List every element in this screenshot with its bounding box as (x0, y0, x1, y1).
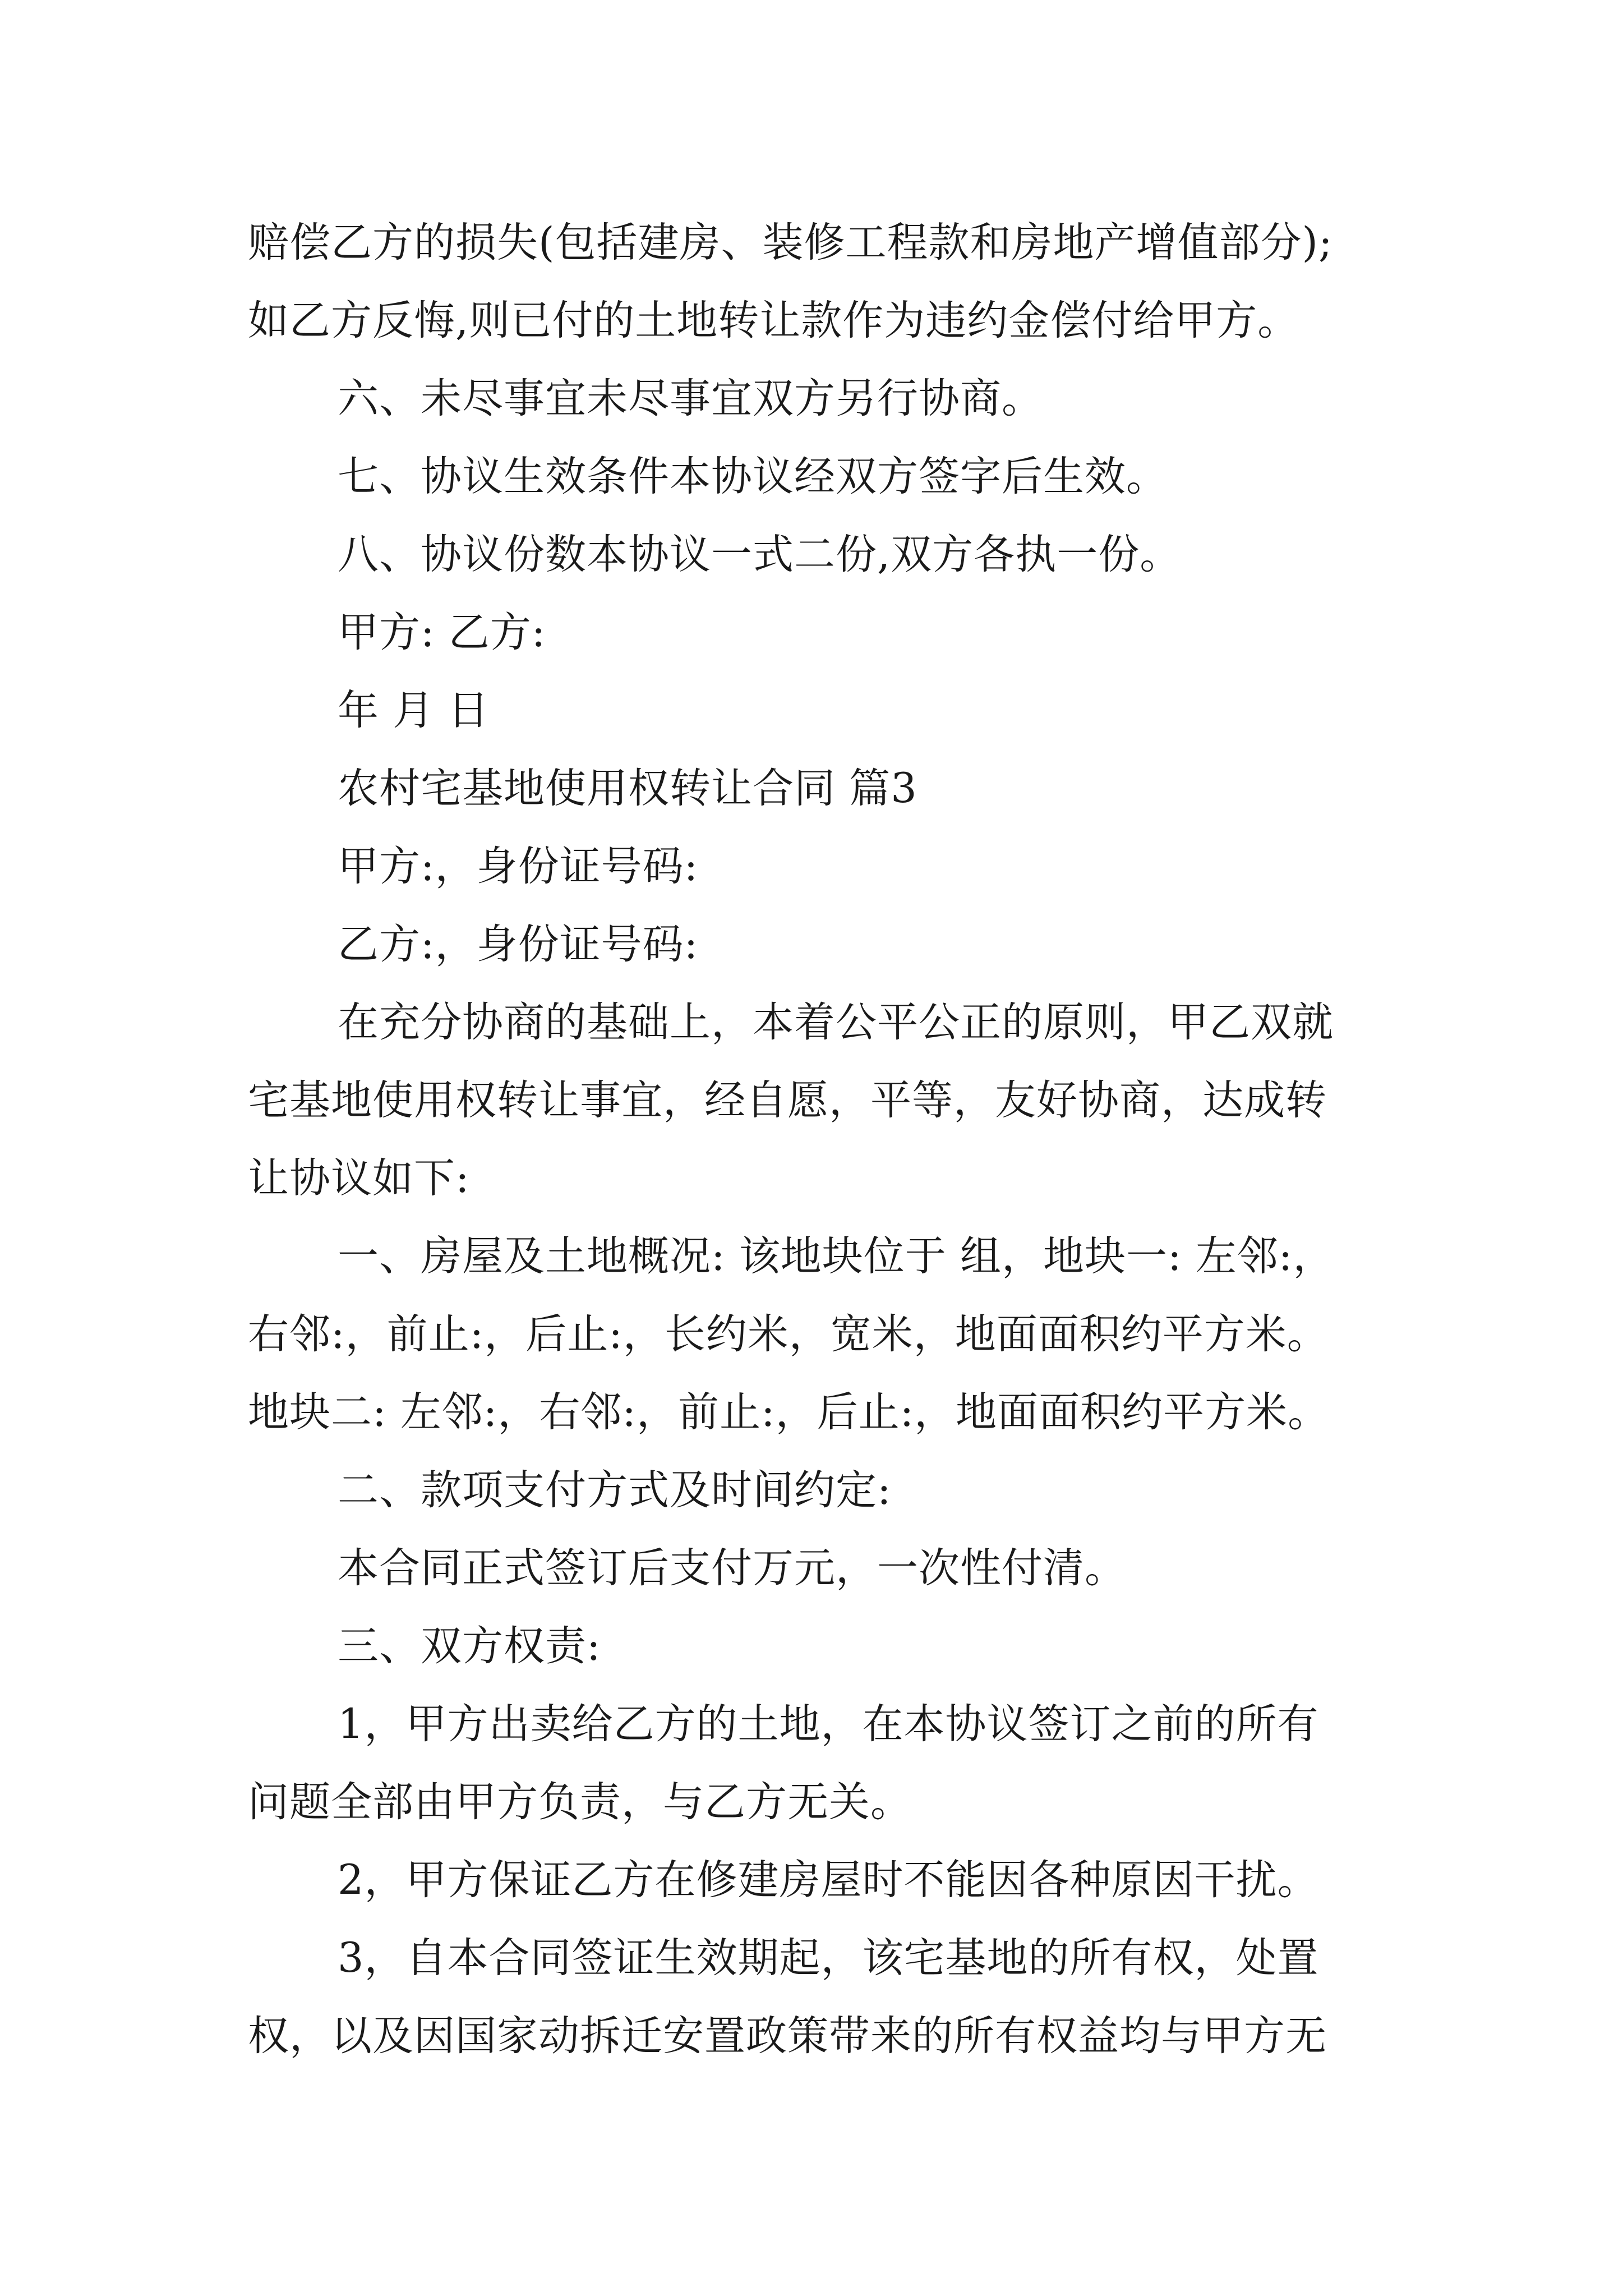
text-line: 宅基地使用权转让事宜，经自愿，平等，友好协商，达成转 (248, 1076, 1327, 1124)
text-line: 二、款项支付方式及时间约定: (338, 1466, 892, 1514)
text-line: 右邻:，前止:，后止:，长约米，宽米，地面面积约平方米。 (248, 1310, 1329, 1358)
text-line: 让协议如下: (248, 1154, 470, 1202)
text-line: 如乙方反悔,则已付的土地转让款作为违约金偿付给甲方。 (248, 297, 1299, 344)
text-line: 地块二: 左邻:，右邻:，前止:，后止:，地面面积约平方米。 (248, 1388, 1330, 1436)
text-line: 1，甲方出卖给乙方的土地，在本协议签订之前的所有 (338, 1700, 1319, 1748)
text-line: 赔偿乙方的损失(包括建房、装修工程款和房地产增值部分); (248, 219, 1333, 266)
text-line: 本合同正式签订后支付万元，一次性付清。 (338, 1544, 1126, 1592)
text-line: 七、协议生效条件本协议经双方签字后生效。 (338, 453, 1168, 500)
text-line: 在充分协商的基础上，本着公平公正的原则，甲乙双就 (338, 999, 1334, 1046)
text-line: 一、房屋及土地概况: 该地块位于 组，地块一: 左邻:， (338, 1232, 1335, 1280)
party-a-line: 甲方:，身份证号码: (338, 843, 699, 890)
signature-date: 年 月 日 (338, 687, 490, 734)
text-line: 3，自本合同签证生效期起，该宅基地的所有权，处置 (338, 1934, 1319, 1982)
text-line: 八、协议份数本协议一式二份,双方各执一份。 (338, 531, 1182, 578)
party-b-line: 乙方:，身份证号码: (338, 921, 699, 968)
section-title: 农村宅基地使用权转让合同 篇3 (338, 765, 917, 812)
document-body (248, 204, 1454, 2075)
text-line: 2，甲方保证乙方在修建房屋时不能因各种原因干扰。 (338, 1856, 1319, 1904)
text-line: 问题全部由甲方负责，与乙方无关。 (248, 1778, 912, 1826)
text-line: 权，以及因国家动拆迁安置政策带来的所有权益均与甲方无 (248, 2012, 1327, 2060)
signature-parties: 甲方: 乙方: (338, 609, 546, 656)
text-line: 三、双方权责: (338, 1622, 601, 1670)
text-line: 六、未尽事宜未尽事宜双方另行协商。 (338, 375, 1043, 422)
